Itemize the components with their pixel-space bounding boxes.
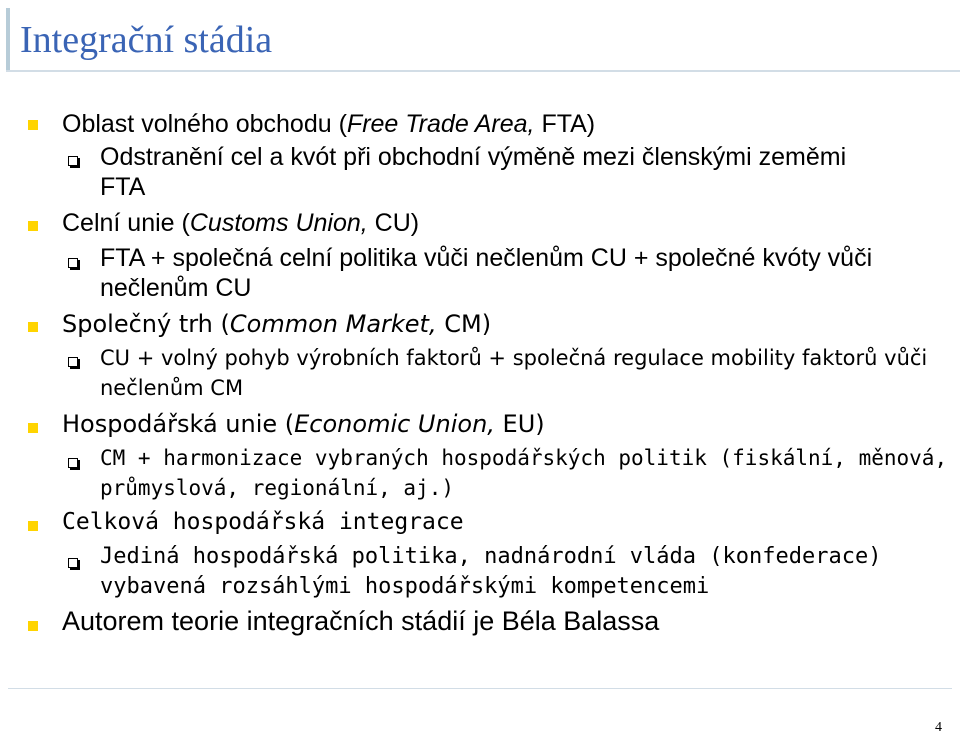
checkbox-bullet-icon <box>68 156 78 166</box>
bullet-text-italic: Customs Union, <box>189 209 368 237</box>
square-bullet-icon <box>28 120 38 130</box>
bullet-text-italic: Free Trade Area, <box>346 110 535 138</box>
footer-divider <box>8 688 952 689</box>
bullet-text: Celní unie ( <box>62 209 190 237</box>
checkbox-bullet-icon <box>68 458 78 468</box>
bullet-text: CU) <box>367 209 420 237</box>
checkbox-bullet-icon <box>68 357 78 367</box>
bullet-text: Oblast volného obchodu ( <box>62 110 347 138</box>
sub-bullet-item: CM + harmonizace vybraných hospodářských politik (fiskální, měnová, průmyslová, regionální, aj.) <box>100 446 948 500</box>
sub-bullet-item: Odstranění cel a kvót při obchodní výměně mezi členskými zeměmi FTA <box>100 143 847 201</box>
bullet-text: Hospodářská unie ( <box>62 410 295 438</box>
square-bullet-icon <box>28 322 38 332</box>
bullet-item <box>62 109 942 139</box>
bullet-item <box>62 309 942 339</box>
bullet-text-italic: Economic Union, <box>294 410 495 438</box>
bullet-text: CM) <box>436 310 492 338</box>
square-bullet-icon <box>28 621 38 631</box>
square-bullet-icon <box>28 423 38 433</box>
sub-bullet-item: CU + volný pohyb výrobních faktorů + společná regulace mobility faktorů vůči nečlenům CM <box>100 346 928 400</box>
bullet-text: EU) <box>494 410 545 438</box>
bullet-text-italic: Common Market, <box>229 310 437 338</box>
sub-bullet-item: Jediná hospodářská politika, nadnárodní vláda (konfederace) vybavená rozsáhlými hospodářskými kompetencemi <box>100 544 882 599</box>
bullet-item: Autorem teorie integračních stádií je Béla Balassa <box>62 606 660 636</box>
checkbox-bullet-icon <box>68 558 78 568</box>
bullet-text: FTA) <box>534 110 596 138</box>
bullet-item <box>62 409 942 439</box>
checkbox-bullet-icon <box>68 258 78 268</box>
bullet-text: Společný trh ( <box>62 310 230 338</box>
square-bullet-icon <box>28 221 38 231</box>
bullet-item <box>62 208 942 238</box>
page-number: 4 <box>935 720 942 735</box>
sub-bullet-item: FTA + společná celní politika vůči nečlenům CU + společné kvóty vůči nečlenům CU <box>100 244 873 302</box>
square-bullet-icon <box>28 521 38 531</box>
slide-title: Integrační stádia <box>20 19 273 61</box>
bullet-item: Celková hospodářská integrace <box>62 509 464 535</box>
